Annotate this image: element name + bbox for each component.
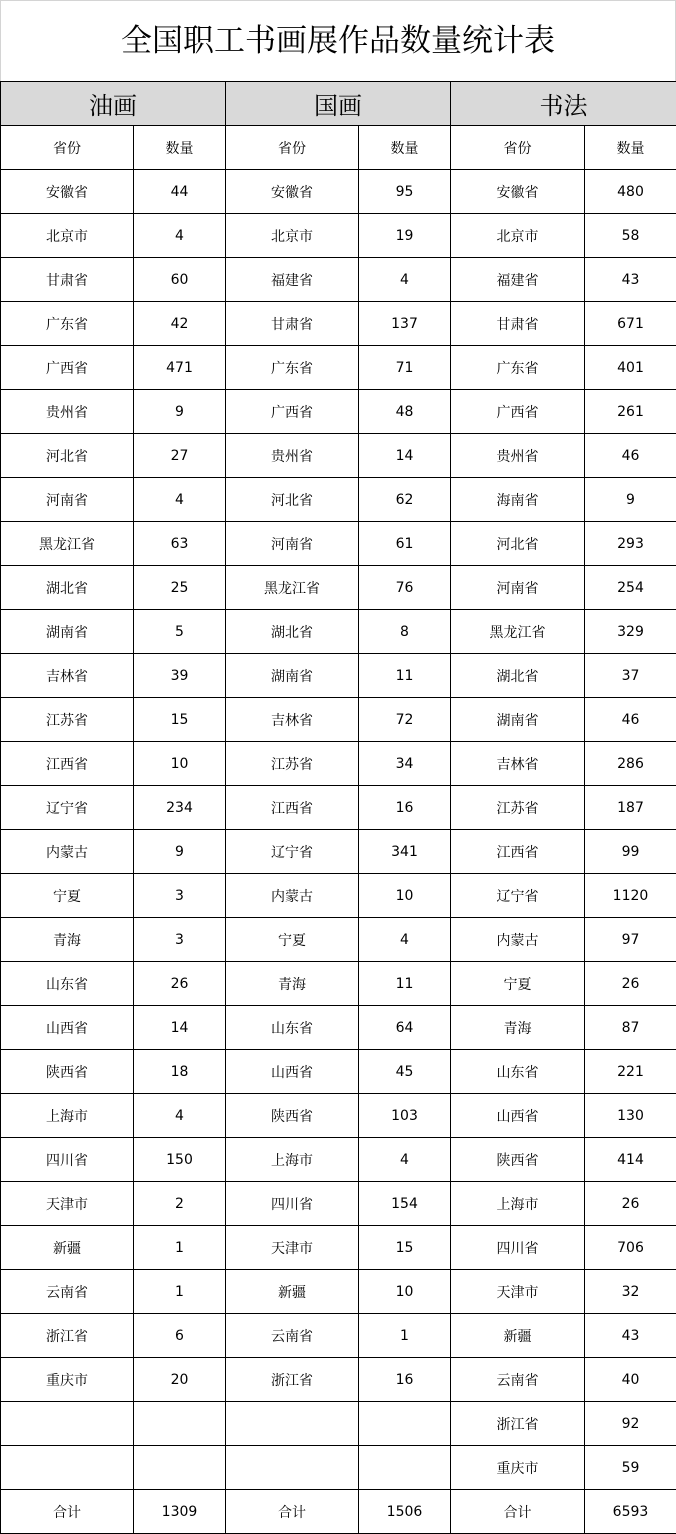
table-row: [1, 1182, 676, 1226]
count-cell[interactable]: 71: [359, 346, 451, 390]
count-cell[interactable]: 286: [585, 742, 676, 786]
count-cell[interactable]: 103: [359, 1094, 451, 1138]
count-cell[interactable]: 9: [134, 390, 226, 434]
province-cell[interactable]: 天津市: [226, 1226, 359, 1270]
table-row: [1, 1138, 676, 1182]
table-row: [1, 830, 676, 874]
table-row: [1, 566, 676, 610]
province-cell[interactable]: 江苏省: [1, 698, 134, 742]
count-cell[interactable]: 92: [585, 1402, 676, 1446]
province-cell[interactable]: [1, 1402, 134, 1446]
count-cell[interactable]: 1120: [585, 874, 676, 918]
province-cell[interactable]: 贵州省: [1, 390, 134, 434]
province-cell[interactable]: [226, 1446, 359, 1490]
province-cell[interactable]: 甘肃省: [451, 302, 585, 346]
province-cell[interactable]: 湖北省: [451, 654, 585, 698]
count-cell[interactable]: 2: [134, 1182, 226, 1226]
province-cell[interactable]: 重庆市: [1, 1358, 134, 1402]
province-cell[interactable]: 青海: [1, 918, 134, 962]
table-row: [1, 390, 676, 434]
count-cell[interactable]: 4: [359, 258, 451, 302]
count-cell[interactable]: 130: [585, 1094, 676, 1138]
province-cell[interactable]: 上海市: [1, 1094, 134, 1138]
count-cell[interactable]: 3: [134, 918, 226, 962]
group-chinese-painting[interactable]: 国画: [226, 82, 451, 126]
count-cell[interactable]: 76: [359, 566, 451, 610]
count-cell[interactable]: 43: [585, 1314, 676, 1358]
header-province[interactable]: 省份: [451, 126, 585, 170]
table-row: [1, 346, 676, 390]
province-cell[interactable]: 云南省: [451, 1358, 585, 1402]
count-cell[interactable]: 39: [134, 654, 226, 698]
count-cell[interactable]: 254: [585, 566, 676, 610]
count-cell[interactable]: 10: [359, 1270, 451, 1314]
province-cell[interactable]: 福建省: [226, 258, 359, 302]
province-cell[interactable]: 江西省: [226, 786, 359, 830]
province-cell[interactable]: 宁夏: [1, 874, 134, 918]
count-cell[interactable]: 63: [134, 522, 226, 566]
total-value[interactable]: 6593: [585, 1490, 676, 1534]
province-cell[interactable]: [1, 1446, 134, 1490]
province-cell[interactable]: 河南省: [451, 566, 585, 610]
table-row: [1, 742, 676, 786]
count-cell[interactable]: [359, 1402, 451, 1446]
province-cell[interactable]: [226, 1402, 359, 1446]
province-cell[interactable]: 广东省: [226, 346, 359, 390]
count-cell[interactable]: 14: [359, 434, 451, 478]
province-cell[interactable]: 海南省: [451, 478, 585, 522]
province-cell[interactable]: 广东省: [1, 302, 134, 346]
count-cell[interactable]: 4: [134, 214, 226, 258]
count-cell[interactable]: 221: [585, 1050, 676, 1094]
province-cell[interactable]: 浙江省: [226, 1358, 359, 1402]
province-cell[interactable]: 河北省: [226, 478, 359, 522]
province-cell[interactable]: 广东省: [451, 346, 585, 390]
province-cell[interactable]: 吉林省: [451, 742, 585, 786]
count-cell[interactable]: 8: [359, 610, 451, 654]
province-cell[interactable]: 河北省: [451, 522, 585, 566]
count-cell[interactable]: 18: [134, 1050, 226, 1094]
count-cell[interactable]: 187: [585, 786, 676, 830]
table-row: [1, 258, 676, 302]
count-cell[interactable]: 99: [585, 830, 676, 874]
group-header-row: [1, 82, 676, 126]
table-row: [1, 962, 676, 1006]
province-cell[interactable]: 河南省: [1, 478, 134, 522]
province-cell[interactable]: 山西省: [226, 1050, 359, 1094]
count-cell[interactable]: 25: [134, 566, 226, 610]
count-cell[interactable]: 6: [134, 1314, 226, 1358]
province-cell[interactable]: 青海: [226, 962, 359, 1006]
count-cell[interactable]: 471: [134, 346, 226, 390]
count-cell[interactable]: 3: [134, 874, 226, 918]
count-cell[interactable]: 414: [585, 1138, 676, 1182]
province-cell[interactable]: 贵州省: [226, 434, 359, 478]
province-cell[interactable]: 山东省: [1, 962, 134, 1006]
table-row: [1, 1006, 676, 1050]
province-cell[interactable]: 安徽省: [1, 170, 134, 214]
count-cell[interactable]: 137: [359, 302, 451, 346]
total-label[interactable]: 合计: [226, 1490, 359, 1534]
count-cell[interactable]: 401: [585, 346, 676, 390]
province-cell[interactable]: 内蒙古: [226, 874, 359, 918]
province-cell[interactable]: 四川省: [451, 1226, 585, 1270]
province-cell[interactable]: 新疆: [451, 1314, 585, 1358]
group-calligraphy[interactable]: 书法: [451, 82, 676, 126]
province-cell[interactable]: 内蒙古: [1, 830, 134, 874]
group-oil-painting[interactable]: 油画: [1, 82, 226, 126]
count-cell[interactable]: 64: [359, 1006, 451, 1050]
count-cell[interactable]: 45: [359, 1050, 451, 1094]
province-cell[interactable]: 辽宁省: [1, 786, 134, 830]
table-row: [1, 786, 676, 830]
province-cell[interactable]: 宁夏: [226, 918, 359, 962]
count-cell[interactable]: [134, 1446, 226, 1490]
province-cell[interactable]: 浙江省: [1, 1314, 134, 1358]
province-cell[interactable]: 吉林省: [1, 654, 134, 698]
table-row: [1, 874, 676, 918]
count-cell[interactable]: 15: [134, 698, 226, 742]
table-row: [1, 302, 676, 346]
total-label[interactable]: 合计: [451, 1490, 585, 1534]
table-body: [1, 170, 676, 1490]
count-cell[interactable]: 1: [359, 1314, 451, 1358]
province-cell[interactable]: 青海: [451, 1006, 585, 1050]
province-cell[interactable]: 上海市: [226, 1138, 359, 1182]
stats-table: [0, 81, 676, 1534]
province-cell[interactable]: 北京市: [226, 214, 359, 258]
count-cell[interactable]: 26: [134, 962, 226, 1006]
count-cell[interactable]: 16: [359, 1358, 451, 1402]
count-cell[interactable]: 37: [585, 654, 676, 698]
count-cell[interactable]: 293: [585, 522, 676, 566]
count-cell[interactable]: 44: [134, 170, 226, 214]
count-cell[interactable]: 9: [585, 478, 676, 522]
count-cell[interactable]: 15: [359, 1226, 451, 1270]
count-cell[interactable]: 4: [134, 478, 226, 522]
count-cell[interactable]: 10: [359, 874, 451, 918]
province-cell[interactable]: 甘肃省: [1, 258, 134, 302]
table-row: [1, 1358, 676, 1402]
province-cell[interactable]: 湖南省: [226, 654, 359, 698]
province-cell[interactable]: 四川省: [226, 1182, 359, 1226]
province-cell[interactable]: 辽宁省: [451, 874, 585, 918]
count-cell[interactable]: 95: [359, 170, 451, 214]
table-row: [1, 1050, 676, 1094]
count-cell[interactable]: 11: [359, 654, 451, 698]
province-cell[interactable]: 吉林省: [226, 698, 359, 742]
count-cell[interactable]: 40: [585, 1358, 676, 1402]
table-row: [1, 1402, 676, 1446]
count-cell[interactable]: 150: [134, 1138, 226, 1182]
province-cell[interactable]: 重庆市: [451, 1446, 585, 1490]
province-cell[interactable]: 北京市: [451, 214, 585, 258]
column-header-row: [1, 126, 676, 170]
province-cell[interactable]: 浙江省: [451, 1402, 585, 1446]
count-cell[interactable]: 1: [134, 1226, 226, 1270]
province-cell[interactable]: 江苏省: [451, 786, 585, 830]
table-row: [1, 654, 676, 698]
count-cell[interactable]: 61: [359, 522, 451, 566]
count-cell[interactable]: 14: [134, 1006, 226, 1050]
province-cell[interactable]: 云南省: [1, 1270, 134, 1314]
province-cell[interactable]: 陕西省: [1, 1050, 134, 1094]
header-count[interactable]: 数量: [359, 126, 451, 170]
count-cell[interactable]: 87: [585, 1006, 676, 1050]
total-row: [1, 1490, 676, 1534]
table-row: [1, 170, 676, 214]
count-cell[interactable]: 60: [134, 258, 226, 302]
count-cell[interactable]: 46: [585, 434, 676, 478]
province-cell[interactable]: 新疆: [1, 1226, 134, 1270]
province-cell[interactable]: 内蒙古: [451, 918, 585, 962]
count-cell[interactable]: 58: [585, 214, 676, 258]
page-title: 全国职工书画展作品数量统计表: [0, 0, 676, 81]
count-cell[interactable]: 4: [134, 1094, 226, 1138]
count-cell[interactable]: 19: [359, 214, 451, 258]
count-cell[interactable]: 4: [359, 918, 451, 962]
count-cell[interactable]: 42: [134, 302, 226, 346]
province-cell[interactable]: 山东省: [226, 1006, 359, 1050]
total-value[interactable]: 1309: [134, 1490, 226, 1534]
count-cell[interactable]: 706: [585, 1226, 676, 1270]
province-cell[interactable]: 湖南省: [451, 698, 585, 742]
count-cell[interactable]: 261: [585, 390, 676, 434]
province-cell[interactable]: 黑龙江省: [451, 610, 585, 654]
table-row: [1, 918, 676, 962]
province-cell[interactable]: 山东省: [451, 1050, 585, 1094]
province-cell[interactable]: 江西省: [1, 742, 134, 786]
province-cell[interactable]: 陕西省: [226, 1094, 359, 1138]
province-cell[interactable]: 新疆: [226, 1270, 359, 1314]
header-province[interactable]: 省份: [226, 126, 359, 170]
count-cell[interactable]: [359, 1446, 451, 1490]
count-cell[interactable]: 9: [134, 830, 226, 874]
count-cell[interactable]: 48: [359, 390, 451, 434]
count-cell[interactable]: 480: [585, 170, 676, 214]
province-cell[interactable]: 安徽省: [451, 170, 585, 214]
count-cell[interactable]: 16: [359, 786, 451, 830]
header-province[interactable]: 省份: [1, 126, 134, 170]
count-cell[interactable]: 46: [585, 698, 676, 742]
count-cell[interactable]: 43: [585, 258, 676, 302]
total-value[interactable]: 1506: [359, 1490, 451, 1534]
header-count[interactable]: 数量: [134, 126, 226, 170]
province-cell[interactable]: 天津市: [451, 1270, 585, 1314]
province-cell[interactable]: 陕西省: [451, 1138, 585, 1182]
province-cell[interactable]: 上海市: [451, 1182, 585, 1226]
count-cell[interactable]: [134, 1402, 226, 1446]
province-cell[interactable]: 湖南省: [1, 610, 134, 654]
count-cell[interactable]: 20: [134, 1358, 226, 1402]
count-cell[interactable]: 32: [585, 1270, 676, 1314]
count-cell[interactable]: 234: [134, 786, 226, 830]
count-cell[interactable]: 1: [134, 1270, 226, 1314]
province-cell[interactable]: 广西省: [226, 390, 359, 434]
count-cell[interactable]: 329: [585, 610, 676, 654]
province-cell[interactable]: 云南省: [226, 1314, 359, 1358]
province-cell[interactable]: 天津市: [1, 1182, 134, 1226]
province-cell[interactable]: 江西省: [451, 830, 585, 874]
table-row: [1, 434, 676, 478]
table-row: [1, 1226, 676, 1270]
count-cell[interactable]: 34: [359, 742, 451, 786]
province-cell[interactable]: 福建省: [451, 258, 585, 302]
header-count[interactable]: 数量: [585, 126, 676, 170]
count-cell[interactable]: 97: [585, 918, 676, 962]
count-cell[interactable]: 10: [134, 742, 226, 786]
province-cell[interactable]: 山西省: [451, 1094, 585, 1138]
total-label[interactable]: 合计: [1, 1490, 134, 1534]
count-cell[interactable]: 11: [359, 962, 451, 1006]
count-cell[interactable]: 62: [359, 478, 451, 522]
table-row: [1, 1270, 676, 1314]
province-cell[interactable]: 河南省: [226, 522, 359, 566]
table-row: [1, 1446, 676, 1490]
count-cell[interactable]: 154: [359, 1182, 451, 1226]
province-cell[interactable]: 贵州省: [451, 434, 585, 478]
province-cell[interactable]: 四川省: [1, 1138, 134, 1182]
count-cell[interactable]: 4: [359, 1138, 451, 1182]
province-cell[interactable]: 辽宁省: [226, 830, 359, 874]
province-cell[interactable]: 甘肃省: [226, 302, 359, 346]
province-cell[interactable]: 黑龙江省: [226, 566, 359, 610]
count-cell[interactable]: 72: [359, 698, 451, 742]
count-cell[interactable]: 671: [585, 302, 676, 346]
table-row: [1, 1314, 676, 1358]
count-cell[interactable]: 26: [585, 1182, 676, 1226]
province-cell[interactable]: 广西省: [451, 390, 585, 434]
province-cell[interactable]: 山西省: [1, 1006, 134, 1050]
province-cell[interactable]: 广西省: [1, 346, 134, 390]
province-cell[interactable]: 江苏省: [226, 742, 359, 786]
table-row: [1, 214, 676, 258]
table-row: [1, 698, 676, 742]
count-cell[interactable]: 26: [585, 962, 676, 1006]
province-cell[interactable]: 北京市: [1, 214, 134, 258]
province-cell[interactable]: 安徽省: [226, 170, 359, 214]
province-cell[interactable]: 黑龙江省: [1, 522, 134, 566]
count-cell[interactable]: 5: [134, 610, 226, 654]
table-row: [1, 478, 676, 522]
count-cell[interactable]: 27: [134, 434, 226, 478]
province-cell[interactable]: 湖北省: [1, 566, 134, 610]
table-row: [1, 522, 676, 566]
count-cell[interactable]: 341: [359, 830, 451, 874]
province-cell[interactable]: 河北省: [1, 434, 134, 478]
province-cell[interactable]: 宁夏: [451, 962, 585, 1006]
table-row: [1, 1094, 676, 1138]
province-cell[interactable]: 湖北省: [226, 610, 359, 654]
count-cell[interactable]: 59: [585, 1446, 676, 1490]
table-row: [1, 610, 676, 654]
